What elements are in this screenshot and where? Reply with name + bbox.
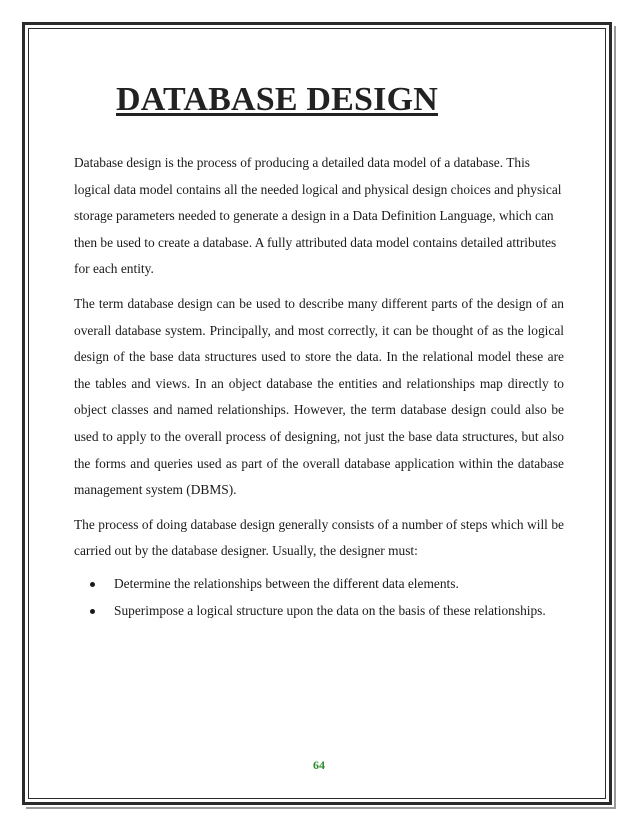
list-item <box>90 598 564 625</box>
list-item <box>90 571 564 598</box>
list-item-text: Determine the relationships between the different data elements. <box>114 575 459 591</box>
bullet-list <box>74 571 564 624</box>
page-number: 64 <box>313 758 325 772</box>
page-content <box>74 78 564 624</box>
bullet-icon <box>90 582 95 587</box>
page-title: DATABASE DESIGN <box>116 81 438 118</box>
paragraph-term: The term database design can be used to describe many different parts of the design of an overall database system. Principally, and most correctly, it can be thought of as the logical design of the base data structures used to store the data. In the relational model these are the tables and views. In an object database the entities and relationships map directly to object classes and named relationships. However, the term database design could also be used to apply to the overall process of designing, not just the base data structures, but also the forms and queries used as part of the overall database application within the database management system (DBMS). <box>74 295 564 498</box>
paragraph-process: The process of doing database design generally consists of a number of steps which will be carried out by the database designer. Usually, the designer must: <box>74 516 564 559</box>
paragraph-intro: Database design is the process of producing a detailed data model of a database. This logical data model contains all the needed logical and physical design choices and physical storage parameters needed to generate a design in a Data Definition Language, which can then be used to create a database. A fully attributed data model contains detailed attributes for each entity. <box>74 155 562 277</box>
list-item-text: Superimpose a logical structure upon the data on the basis of these relationships. <box>114 602 546 618</box>
bullet-icon <box>90 609 95 614</box>
